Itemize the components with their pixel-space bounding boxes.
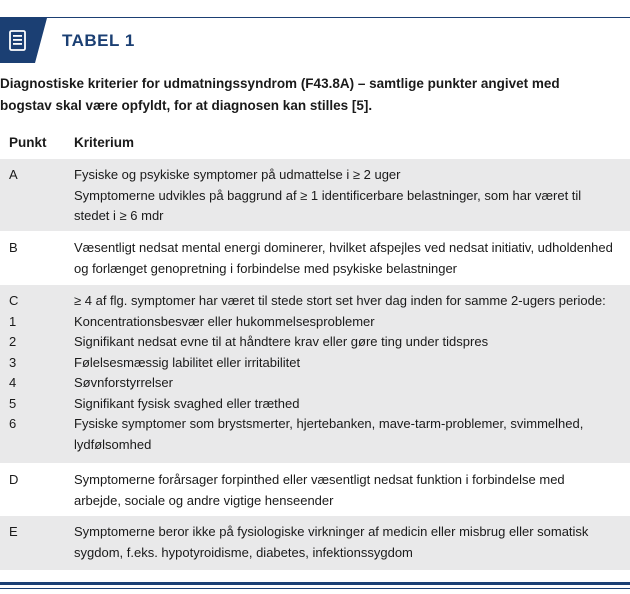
criterion-line: Signifikant nedsat evne til at håndtere krav eller gøre ting under tidspres: [74, 334, 489, 349]
point-label: 2: [9, 334, 17, 349]
row-criterion-cell: [74, 522, 626, 563]
table-row: [0, 516, 630, 570]
criterion-line: og forlænget genopretning i forbindelse med psykiske belastninger: [74, 260, 458, 276]
table-row: [0, 159, 630, 231]
table-title: TABEL 1: [62, 31, 135, 50]
criterion-line: arbejde, sociale og andre vigtige henseender: [74, 492, 334, 508]
criterion-line: Væsentligt nedsat mental energi dominerer, hvilket afspejles ved nedsat initiativ, udholdenhed: [74, 240, 613, 255]
point-label: E: [9, 524, 18, 539]
table-row: [0, 231, 630, 285]
criterion-line: Symptomerne forårsager forpinthed eller væsentligt nedsat funktion i forbindelse med: [74, 472, 565, 487]
row-point-cell: [9, 522, 18, 543]
table-row: [0, 285, 630, 463]
point-label: 5: [9, 395, 17, 411]
point-label: D: [9, 472, 19, 487]
criterion-line: lydfølsomhed: [74, 436, 152, 452]
criterion-line: ≥ 4 af flg. symptomer har været til stede stort set hver dag inden for samme 2-ugers periode:: [74, 293, 606, 308]
table-badge: [0, 18, 35, 63]
criterion-line: Koncentrationsbesvær eller hukommelsesproblemer: [74, 313, 375, 329]
criterion-line: Søvnforstyrrelser: [74, 375, 173, 390]
table-row: [0, 463, 630, 516]
row-criterion-cell: [74, 165, 626, 227]
row-point-cell: [9, 165, 18, 186]
criterion-line: Følelsesmæssig labilitet eller irritabilitet: [74, 354, 301, 370]
point-label: 3: [9, 354, 17, 370]
row-criterion-cell: [74, 470, 626, 511]
criterion-line: Signifikant fysisk svaghed eller træthed: [74, 395, 300, 411]
row-criterion-cell: [74, 238, 626, 279]
column-header-punkt: Punkt: [9, 135, 47, 150]
criterion-line: stedet i ≥ 6 mdr: [74, 208, 164, 223]
document-list-icon: [9, 30, 26, 51]
table-caption: Diagnostiske kriterier for udmatningssyndrom (F43.8A) – samtlige punkter angivet med bogstav skal være opfyldt, for at diagnosen kan stilles [5].: [0, 76, 560, 113]
criterion-line: Symptomerne udvikles på baggrund af ≥ 1 identificerbare belastninger, som har været til: [74, 187, 582, 203]
bottom-rule-thin: [0, 588, 630, 589]
bottom-rule: [0, 582, 630, 585]
point-label: A: [9, 167, 18, 182]
point-label: 6: [9, 416, 17, 431]
row-point-cell: [9, 470, 18, 491]
point-label: B: [9, 240, 18, 255]
row-point-cell: [9, 291, 18, 435]
criterion-line: Fysiske symptomer som brystsmerter, hjertebanken, mave-tarm-problemer, svimmelhed,: [74, 416, 584, 431]
criterion-line: Symptomerne beror ikke på fysiologiske virkninger af medicin eller misbrug eller somatisk: [74, 524, 589, 539]
criterion-line: Fysiske og psykiske symptomer på udmattelse i ≥ 2 uger: [74, 167, 401, 182]
point-label: C: [9, 293, 19, 308]
table-header: [0, 18, 630, 63]
badge-corner: [35, 18, 47, 63]
criterion-line: sygdom, f.eks. hypotyroidisme, diabetes, infektionssygdom: [74, 544, 413, 560]
row-criterion-cell: [74, 291, 626, 455]
row-point-cell: [9, 238, 18, 259]
point-label: 4: [9, 375, 17, 390]
column-header-kriterium: Kriterium: [74, 135, 135, 150]
point-label: 1: [9, 313, 17, 329]
